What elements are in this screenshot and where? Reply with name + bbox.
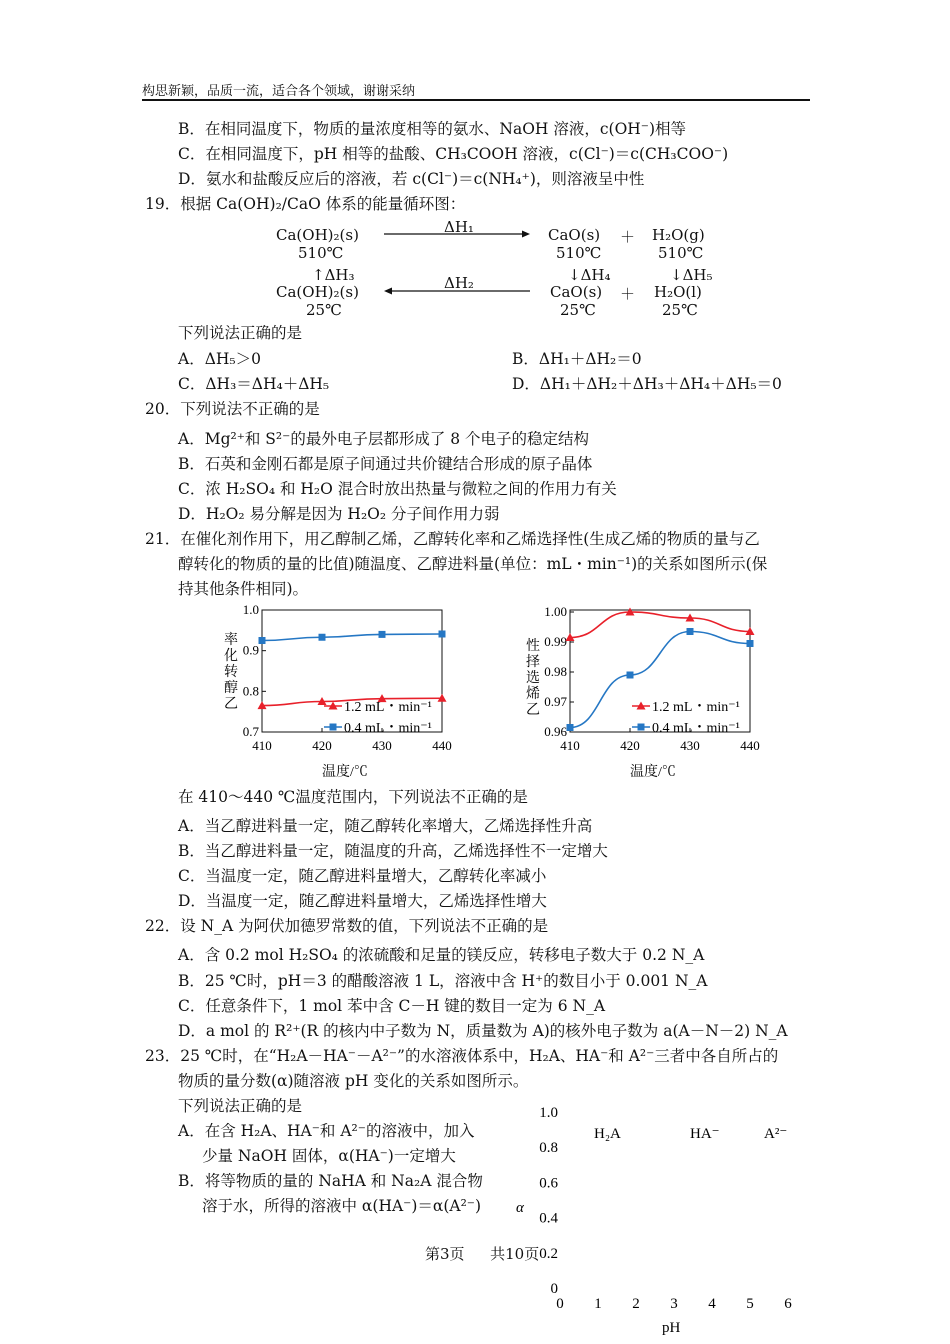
q21-stem-line3: 持其他条件相同)。 <box>178 580 309 598</box>
ylabel-char: 选 <box>526 671 540 686</box>
q19-ask: 下列说法正确的是 <box>178 324 303 342</box>
legend-label: 1.2 mL・min⁻¹ <box>652 700 740 715</box>
legend-marker <box>330 724 337 731</box>
q23-stem-line1: 23．25 ℃时，在“H₂A－HA⁻－A²⁻”的水溶液体系中，H₂A、HA⁻和 A²⁻三者中各自所占的 <box>145 1047 779 1065</box>
data-point-square <box>747 640 754 647</box>
q21-stem-line2: 醇转化的物质的量的比值)随温度、乙醇进料量(单位：mL・min⁻¹)的关系如图所示(保 <box>178 555 768 573</box>
x-tick-label: 4 <box>708 1296 716 1312</box>
cycle-temp-25a: 25℃ <box>306 301 342 319</box>
x-tick-label: 6 <box>784 1296 792 1312</box>
y-tick-label: 0.8 <box>242 683 259 699</box>
series-label: H₂A <box>594 1126 621 1142</box>
data-point-square <box>259 637 266 644</box>
ylabel-char: 乙 <box>526 703 540 718</box>
y-tick-label: 0.7 <box>242 724 259 739</box>
series-line <box>262 634 442 641</box>
y-tick-label: 0.2 <box>539 1245 558 1262</box>
header-rule <box>142 99 810 101</box>
y-tick-label: 0.99 <box>544 634 567 649</box>
cycle-plus-2: ＋ <box>620 285 636 303</box>
page-footer <box>425 1243 539 1264</box>
chart1-xlabel: 温度/℃ <box>322 765 368 780</box>
cycle-arrow-left <box>382 285 532 297</box>
q22-option-a: A．含 0.2 mol H₂SO₄ 的浓硫酸和足量的镁反应，转移电子数大于 0.2 N_A <box>178 946 705 964</box>
q20-stem: 20．下列说法不正确的是 <box>145 400 320 418</box>
q22-stem: 22．设 N_A 为阿伏加德罗常数的值，下列说法不正确的是 <box>145 917 549 935</box>
cycle-arrow-right <box>382 228 532 240</box>
x-tick-label: 5 <box>746 1296 754 1312</box>
q19-option-b: B．ΔH₁＋ΔH₂＝0 <box>512 350 642 368</box>
q21-stem-line1: 21．在催化剂作用下，用乙醇制乙烯，乙醇转化率和乙烯选择性(生成乙烯的物质的量与乙 <box>145 530 760 548</box>
svg-text:率化转醇乙 <box>224 632 238 712</box>
chart3-ylabel: α <box>516 1200 524 1216</box>
cycle-plus-1: ＋ <box>620 228 636 246</box>
ylabel-char: 率 <box>224 633 238 648</box>
cycle-temp-25c: 25℃ <box>662 301 698 319</box>
q23-stem-line2: 物质的量分数(α)随溶液 pH 变化的关系如图所示。 <box>178 1072 529 1090</box>
cycle-dh3: ↑ΔH₃ <box>312 266 355 284</box>
data-point-square <box>687 628 694 635</box>
x-tick-label: 430 <box>372 738 392 753</box>
cycle-h2o-l: H₂O(l) <box>654 283 702 301</box>
x-tick-label: 3 <box>670 1296 678 1312</box>
q23-option-b-line1: B．将等物质的量的 NaHA 和 Na₂A 混合物 <box>178 1172 483 1190</box>
y-tick-label: 0.4 <box>539 1210 558 1227</box>
legend-label: 0.4 mL・min⁻¹ <box>344 721 432 736</box>
q21-ask: 在 410～440 ℃温度范围内，下列说法不正确的是 <box>178 788 528 806</box>
series-line <box>570 612 750 638</box>
cycle-dh2: ΔH₂ <box>444 274 474 292</box>
x-tick-label: 2 <box>632 1296 640 1312</box>
q19-option-a: A．ΔH₅＞0 <box>178 350 261 368</box>
x-tick-label: 420 <box>312 738 332 753</box>
cycle-caoh2-cold: Ca(OH)₂(s) <box>276 283 359 301</box>
ylabel-char: 转 <box>224 665 238 680</box>
x-tick-label: 440 <box>432 738 452 753</box>
y-tick-label: 0.96 <box>544 724 567 739</box>
legend-label: 0.4 mL・min⁻¹ <box>652 721 740 736</box>
ethanol-conversion-chart <box>218 600 458 782</box>
legend-label: 1.2 mL・min⁻¹ <box>344 700 432 715</box>
q19-option-c: C．ΔH₃＝ΔH₄＋ΔH₅ <box>178 375 330 393</box>
cycle-dh1: ΔH₁ <box>444 218 474 236</box>
q21-option-c: C．当温度一定，随乙醇进料量增大，乙醇转化率减小 <box>178 867 547 885</box>
data-point-square <box>439 630 446 637</box>
x-tick-label: 430 <box>680 738 700 753</box>
q18-option-b: B．在相同温度下，物质的量浓度相等的氨水、NaOH 溶液，c(OH⁻)相等 <box>178 120 687 138</box>
q20-option-b: B．石英和金刚石都是原子间通过共价键结合形成的原子晶体 <box>178 455 593 473</box>
x-tick-label: 410 <box>560 738 580 753</box>
q21-option-d: D．当温度一定，随乙醇进料量增大，乙烯选择性增大 <box>178 892 547 910</box>
cycle-temp-510c: 510℃ <box>658 244 704 262</box>
q23-option-a-line2: 少量 NaOH 固体，α(HA⁻)一定增大 <box>202 1147 456 1165</box>
y-tick-label: 0.6 <box>539 1175 558 1192</box>
ylabel-char: 乙 <box>224 697 238 712</box>
cycle-dh4: ↓ΔH₄ <box>568 266 611 284</box>
cycle-cao-cold: CaO(s) <box>550 283 603 301</box>
series-label: A²⁻ <box>764 1126 788 1142</box>
q22-option-d: D．a mol 的 R²⁺(R 的核内中子数为 N，质量数为 A)的核外电子数为 a(A－N－2) N_A <box>178 1022 788 1040</box>
cycle-temp-510b: 510℃ <box>556 244 602 262</box>
cycle-dh5: ↓ΔH₅ <box>670 266 713 284</box>
q20-option-a: A．Mg²⁺和 S²⁻的最外电子层都形成了 8 个电子的稳定结构 <box>178 430 590 448</box>
y-tick-label: 1.00 <box>544 604 567 619</box>
page-header: 构思新颖，品质一流，适合各个领域，谢谢采纳 <box>142 84 416 99</box>
chart2-ylabel <box>526 637 540 718</box>
chart2-xlabel: 温度/℃ <box>630 765 676 780</box>
legend-marker <box>638 724 645 731</box>
cycle-caoh2-hot: Ca(OH)₂(s) <box>276 226 359 244</box>
ylabel-char: 化 <box>224 649 238 664</box>
x-tick-label: 0 <box>556 1296 564 1312</box>
q23-option-a-line1: A．在含 H₂A、HA⁻和 A²⁻的溶液中，加入 <box>178 1122 475 1140</box>
q20-option-c: C．浓 H₂SO₄ 和 H₂O 混合时放出热量与微粒之间的作用力有关 <box>178 480 617 498</box>
q19-stem: 19．根据 Ca(OH)₂/CaO 体系的能量循环图： <box>145 195 466 213</box>
cycle-h2o-g: H₂O(g) <box>652 226 705 244</box>
q19-option-d: D．ΔH₁＋ΔH₂＋ΔH₃＋ΔH₄＋ΔH₅＝0 <box>512 375 782 393</box>
ylabel-char: 醇 <box>224 681 238 696</box>
y-tick-label: 0.98 <box>544 664 567 679</box>
q22-option-c: C．任意条件下，1 mol 苯中含 C－H 键的数目一定为 6 N_A <box>178 997 606 1015</box>
q21-option-a: A．当乙醇进料量一定，随乙醇转化率增大，乙烯选择性升高 <box>178 817 593 835</box>
y-tick-label: 0 <box>550 1281 558 1297</box>
q18-option-d: D．氨水和盐酸反应后的溶液，若 c(Cl⁻)＝c(NH₄⁺)，则溶液呈中性 <box>178 170 645 188</box>
y-tick-label: 0.9 <box>242 642 259 658</box>
q23-ask: 下列说法正确的是 <box>178 1097 303 1115</box>
ylabel-char: 性 <box>526 639 540 654</box>
page-number: 第3页 <box>425 1245 465 1263</box>
chart1-ylabel <box>224 632 238 712</box>
chart3-xlabel: pH <box>662 1320 681 1336</box>
data-point-square <box>379 631 386 638</box>
y-tick-label: 0.8 <box>539 1140 558 1157</box>
cycle-temp-510a: 510℃ <box>298 244 344 262</box>
data-point-square <box>627 672 634 679</box>
q21-option-b: B．当乙醇进料量一定，随温度的升高，乙烯选择性不一定增大 <box>178 842 608 860</box>
cycle-cao-hot: CaO(s) <box>548 226 601 244</box>
x-tick-label: 1 <box>594 1296 602 1312</box>
x-tick-label: 420 <box>620 738 640 753</box>
data-point-square <box>319 634 326 641</box>
x-tick-label: 440 <box>740 738 760 753</box>
ylabel-char: 烯 <box>526 687 540 702</box>
y-tick-label: 0.97 <box>544 694 567 709</box>
q22-option-b: B．25 ℃时，pH＝3 的醋酸溶液 1 L，溶液中含 H⁺的数目小于 0.001 N_A <box>178 972 708 990</box>
ylabel-char: 择 <box>526 655 540 670</box>
page-total: 共10页 <box>490 1245 540 1263</box>
alpha-ph-chart <box>510 1100 810 1344</box>
x-tick-label: 410 <box>252 738 272 753</box>
q20-option-d: D．H₂O₂ 易分解是因为 H₂O₂ 分子间作用力弱 <box>178 505 500 523</box>
y-tick-label: 1.0 <box>242 602 259 617</box>
q18-option-c: C．在相同温度下，pH 相等的盐酸、CH₃COOH 溶液，c(Cl⁻)＝c(CH₃COO⁻) <box>178 145 729 163</box>
cycle-temp-25b: 25℃ <box>560 301 596 319</box>
series-label: HA⁻ <box>690 1126 720 1142</box>
y-tick-label: 1.0 <box>539 1105 558 1121</box>
data-point-square <box>567 724 574 731</box>
svg-text:性择选烯乙 <box>526 637 540 718</box>
ethylene-selectivity-chart <box>520 600 770 782</box>
q23-option-b-line2: 溶于水，所得的溶液中 α(HA⁻)＝α(A²⁻) <box>202 1197 482 1215</box>
